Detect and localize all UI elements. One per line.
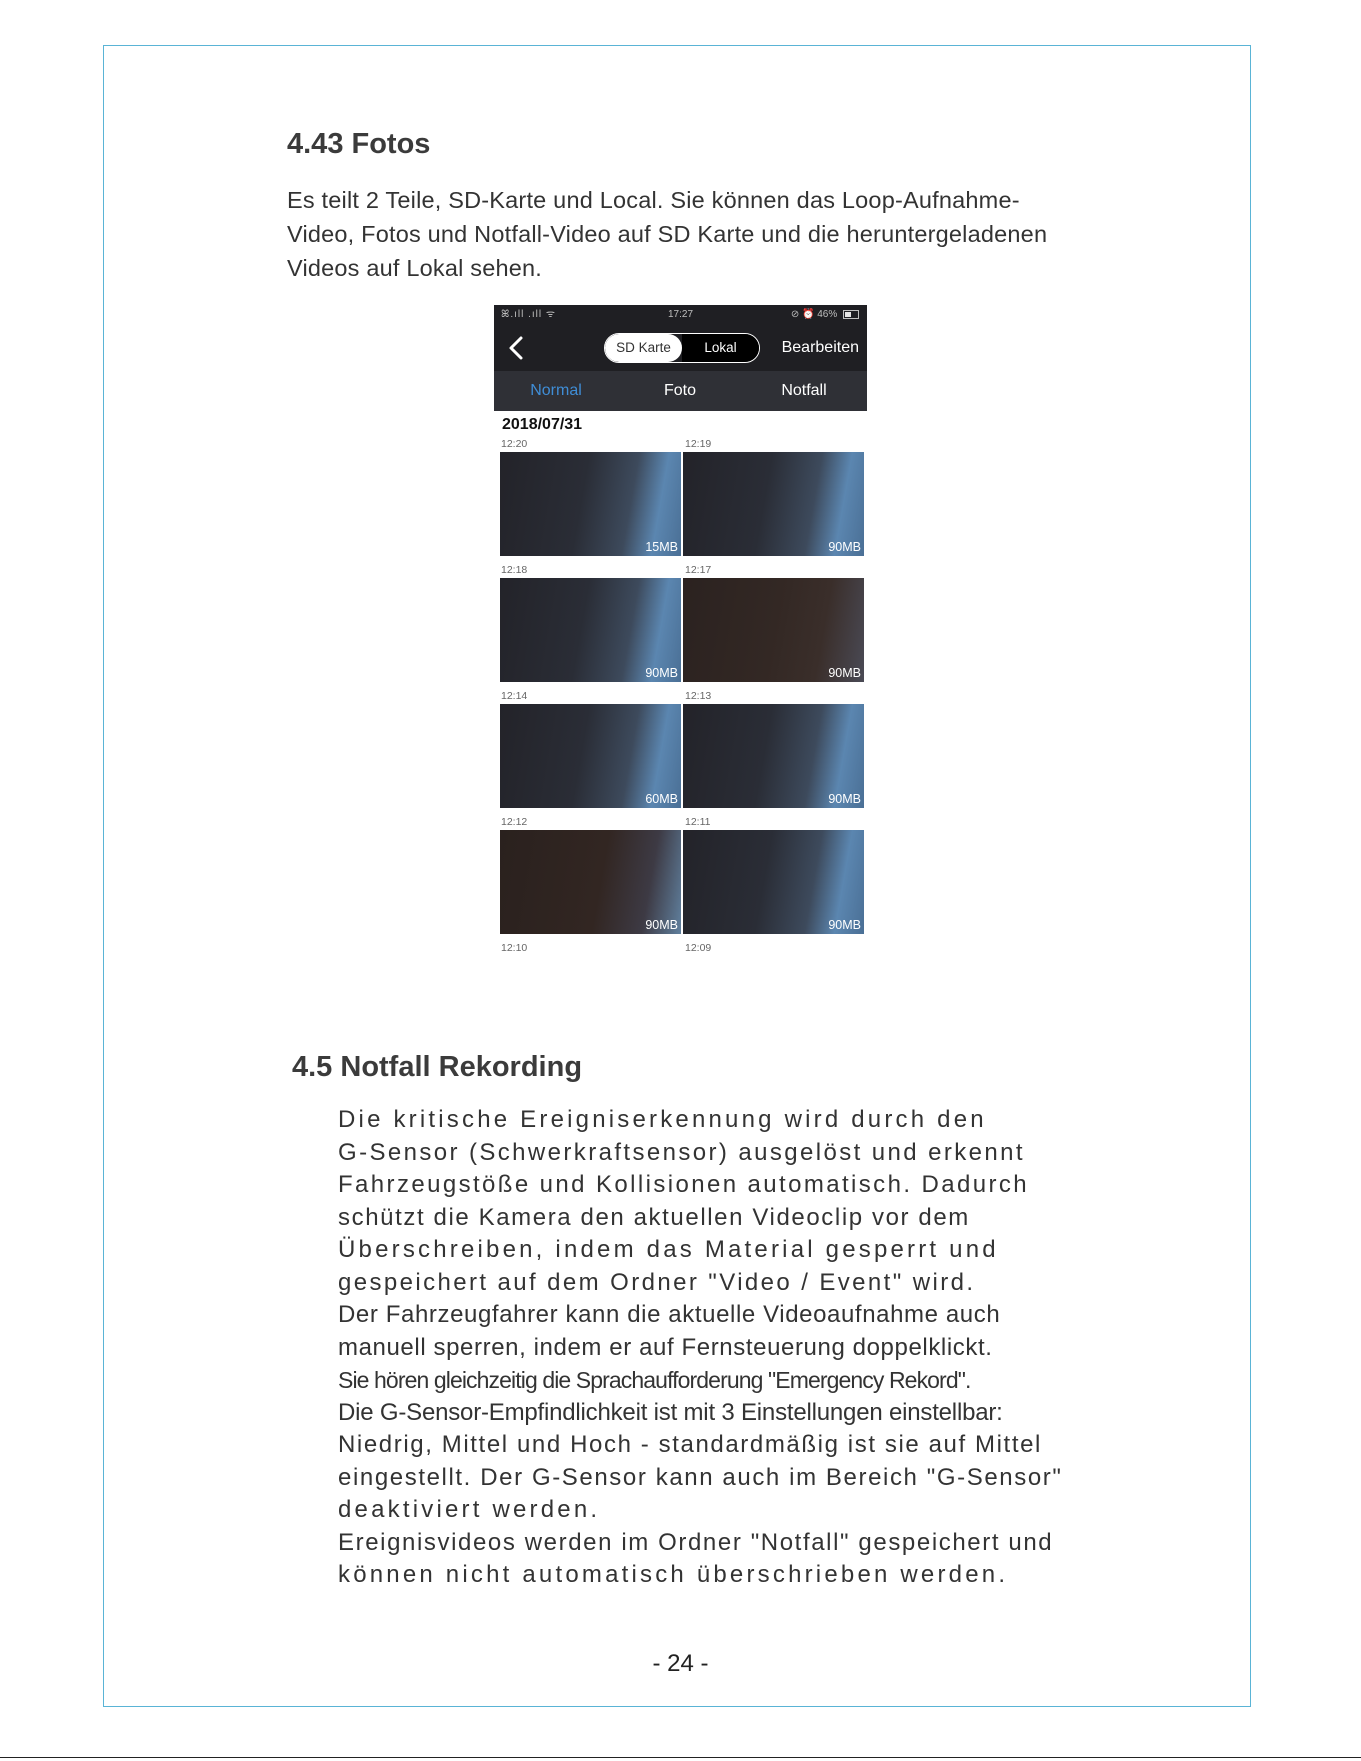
signal-icons: ꕤ.ıll .ıll ᯤ xyxy=(501,309,557,320)
text-line: manuell sperren, indem er auf Fernsteuerung doppelklickt. xyxy=(338,1333,993,1361)
bottom-rule xyxy=(0,1757,1361,1758)
status-battery-text: ⊘ ⏰ 46% xyxy=(790,309,838,320)
video-time: 12:09 xyxy=(685,942,712,954)
video-time: 12:17 xyxy=(685,564,712,576)
tab-notfall[interactable]: Notfall xyxy=(781,382,827,399)
text-line: eingestellt. Der G-Sensor kann auch im Bereich "G-Sensor" xyxy=(338,1463,1063,1491)
page-number: - 24 - xyxy=(652,1650,709,1677)
text-line: deaktiviert werden. xyxy=(338,1496,601,1523)
text-line: schützt die Kamera den aktuellen Videoclip vor dem xyxy=(338,1203,970,1231)
text-line: Sie hören gleichzeitig die Sprachaufforderung "Emergency Rekord". xyxy=(338,1367,971,1393)
text-line: gespeichert auf dem Ordner "Video / Event" wird. xyxy=(338,1268,976,1296)
video-thumbnail[interactable] xyxy=(500,704,681,808)
video-thumbnail[interactable] xyxy=(500,830,681,934)
file-size: 90MB xyxy=(645,918,678,932)
file-size: 60MB xyxy=(645,792,678,806)
section-title-notfall: 4.5 Notfall Rekording xyxy=(292,1051,583,1083)
date-header: 2018/07/31 xyxy=(502,416,583,433)
file-size: 90MB xyxy=(828,666,861,680)
back-button[interactable] xyxy=(506,335,526,361)
video-time: 12:13 xyxy=(685,690,712,702)
edit-button[interactable]: Bearbeiten xyxy=(781,339,859,356)
video-thumbnail[interactable] xyxy=(683,704,864,808)
text-line: Der Fahrzeugfahrer kann die aktuelle Videoaufnahme auch xyxy=(338,1301,1001,1328)
phone-screenshot xyxy=(494,305,867,960)
video-time: 12:19 xyxy=(685,438,712,450)
source-segmented-control xyxy=(604,333,760,363)
file-size: 90MB xyxy=(645,666,678,680)
video-thumbnail[interactable] xyxy=(683,452,864,556)
text-line: Es teilt 2 Teile, SD-Karte und Local. Sie können das Loop-Aufnahme- xyxy=(287,187,1020,213)
section-title-fotos: 4.43 Fotos xyxy=(287,128,431,160)
text-line: Videos auf Lokal sehen. xyxy=(287,255,543,281)
chevron-left-icon xyxy=(506,335,526,361)
text-line: Die kritische Ereigniserkennung wird durch den xyxy=(338,1106,987,1133)
text-line: Überschreiben, indem das Material gesperrt und xyxy=(338,1236,999,1263)
video-time: 12:14 xyxy=(501,690,528,702)
video-time: 12:11 xyxy=(685,816,711,828)
text-line: Video, Fotos und Notfall-Video auf SD Karte und die heruntergeladenen xyxy=(287,221,1048,247)
file-size: 90MB xyxy=(828,540,861,554)
file-size: 90MB xyxy=(828,918,861,932)
nav-bar xyxy=(494,325,867,371)
file-size: 90MB xyxy=(828,792,861,806)
tab-foto[interactable]: Foto xyxy=(663,382,696,399)
text-line: Niedrig, Mittel und Hoch - standardmäßig ist sie auf Mittel xyxy=(338,1431,1042,1458)
status-time: 17:27 xyxy=(667,309,694,320)
text-line: Ereignisvideos werden im Ordner "Notfall" gespeichert und xyxy=(338,1528,1054,1556)
tab-normal[interactable]: Normal xyxy=(530,382,582,399)
video-thumbnail[interactable] xyxy=(683,578,864,682)
section-fotos-text xyxy=(287,183,1167,285)
file-size: 15MB xyxy=(645,540,678,554)
video-thumbnail[interactable] xyxy=(500,578,681,682)
battery-icon xyxy=(843,310,859,319)
text-line: Die G-Sensor-Empfindlichkeit ist mit 3 Einstellungen einstellbar: xyxy=(338,1398,1003,1426)
status-right xyxy=(791,305,859,325)
text-line: G-Sensor (Schwerkraftsensor) ausgelöst und erkennt xyxy=(338,1138,1025,1166)
video-time: 12:20 xyxy=(501,438,528,450)
video-thumbnail[interactable] xyxy=(683,830,864,934)
video-time: 12:12 xyxy=(501,816,528,828)
video-thumbnail[interactable] xyxy=(500,452,681,556)
text-line: können nicht automatisch überschrieben werden. xyxy=(338,1561,1009,1588)
status-bar xyxy=(494,305,867,325)
section-notfall-text xyxy=(338,1104,1168,1592)
text-line: Fahrzeugstöße und Kollisionen automatisch. Dadurch xyxy=(338,1171,1029,1198)
tab-bar xyxy=(494,371,867,411)
video-time: 12:10 xyxy=(501,942,528,954)
segment-lokal[interactable]: Lokal xyxy=(682,334,759,362)
segment-sd-karte[interactable]: SD Karte xyxy=(605,334,682,362)
video-time: 12:18 xyxy=(501,564,528,576)
